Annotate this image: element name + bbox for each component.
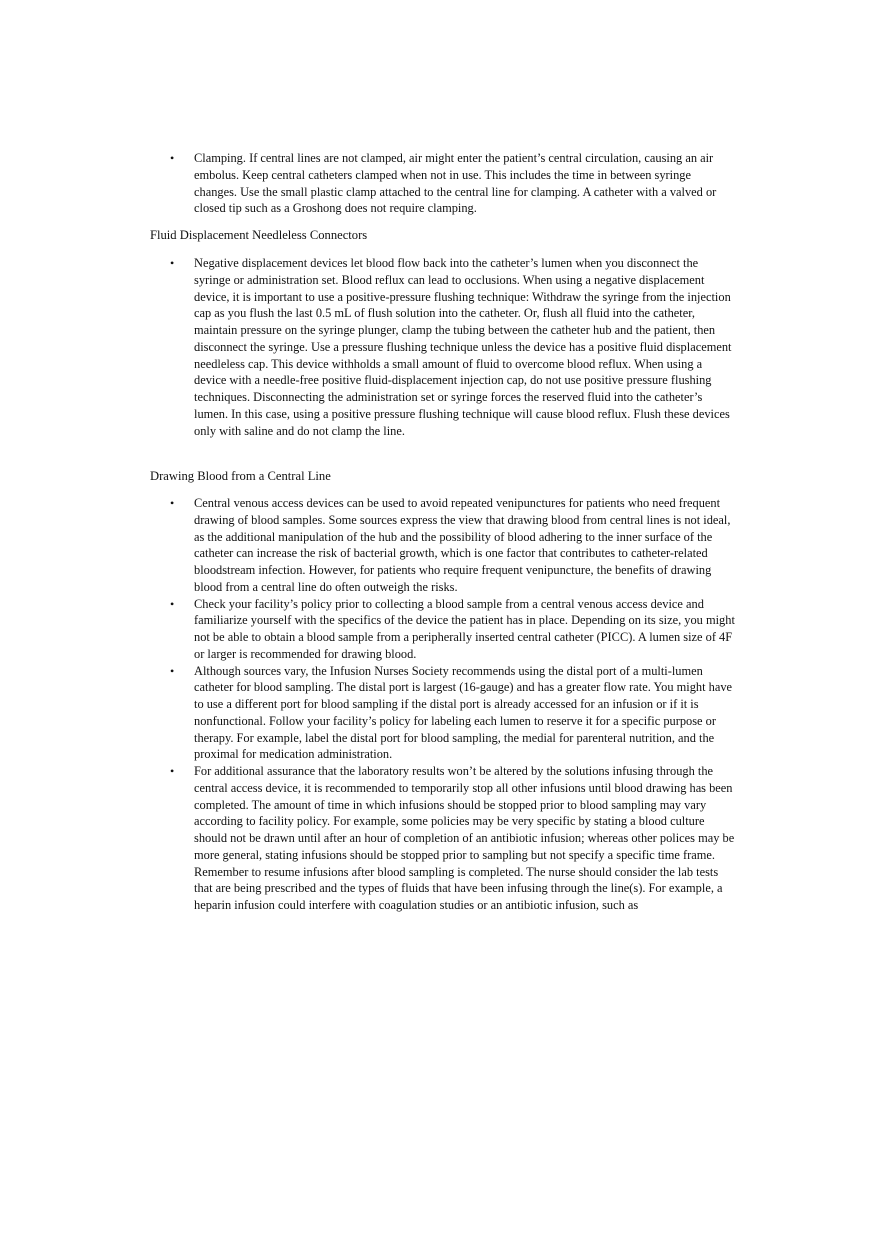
bullet-text: Check your facility’s policy prior to collecting a blood sample from a central venous access device and familiarize yourself with the specifics of the device the patient has in place. Depending on its size, you might not be able to obtain a blood sample from a peripherally inserted central catheter (PICC). A lumen size of 4F or larger is recommended for drawing blood. xyxy=(194,596,735,661)
list-item xyxy=(150,763,735,914)
bullet-icon: • xyxy=(170,596,175,611)
section-heading-fluid-displacement: Fluid Displacement Needleless Connectors xyxy=(150,228,368,242)
list-item xyxy=(150,150,735,217)
bullet-list xyxy=(150,495,735,914)
section-heading-drawing-blood: Drawing Blood from a Central Line xyxy=(150,469,331,483)
bullet-icon: • xyxy=(170,663,175,678)
bullet-text: Central venous access devices can be used to avoid repeated venipunctures for patients who need frequent drawing of blood samples. Some sources express the view that drawing blood from central lines is not ideal, as the additional manipulation of the hub and the possibility of blood adhering to the inner surface of the catheter can increase the risk of bacterial growth, which is one factor that contributes to catheter-related bloodstream infection. However, for patients who require frequent venipuncture, the benefits of drawing blood from a central line do often outweigh the risks. xyxy=(194,496,731,594)
bullet-icon: • xyxy=(170,496,175,510)
section-clamping xyxy=(150,150,735,217)
bullet-icon: • xyxy=(170,256,175,270)
bullet-icon: • xyxy=(170,764,175,778)
bullet-list xyxy=(150,255,735,439)
bullet-text: Although sources vary, the Infusion Nurses Society recommends using the distal port of a multi-lumen catheter for blood sampling. The distal port is largest (16-gauge) and has a greater flow rate. You might have to use a different port for blood sampling if the distal port is already accessed for an infusion or if it is nonfunctional. Follow your facility’s policy for labeling each lumen to reserve it for a specific purpose or therapy. For example, label the distal port for blood sampling, the medial for parenteral nutrition, and the proximal for medication administration. xyxy=(194,663,733,762)
bullet-text: Negative displacement devices let blood flow back into the catheter’s lumen when you disconnect the syringe or administration set. Blood reflux can lead to occlusions. When using a negative displacement device, it is important to use a positive-pressure flushing technique: Withdraw the syringe from the injection cap as you flush the last 0.5 mL of flush solution into the catheter. Or, flush all fluid into the catheter, maintain pressure on the syringe plunger, clamp the tubing between the catheter hub and the patient, then disconnect the syringe. Use a pressure flushing technique unless the device has a positive fluid displacement needleless cap. This device withholds a small amount of fluid to overcome blood reflux. When using a device with a needle-free positive fluid-displacement injection cap, do not use positive pressure flushing techniques. Disconnecting the administration set or syringe forces the reserved fluid into the catheter’s lumen. In this case, using a positive pressure flushing technique will cause blood reflux. Flush these devices only with saline and do not clamp the line. xyxy=(194,256,732,438)
list-item xyxy=(150,663,735,764)
list-item xyxy=(150,596,735,663)
bullet-text: Clamping. If central lines are not clamped, air might enter the patient’s central circulation, causing an air embolus. Keep central catheters clamped when not in use. This includes the time in between syringe changes. Use the small plastic clamp attached to the central line for clamping. A catheter with a valved or closed tip such as a Groshong does not require clamping. xyxy=(194,151,717,216)
bullet-text: For additional assurance that the laboratory results won’t be altered by the solutions infusing through the central access device, it is recommended to temporarily stop all other infusions until blood drawing has been completed. The amount of time in which infusions should be stopped prior to blood sampling may vary according to facility policy. For example, some policies may be very specific by stating a blood culture should not be drawn until after an hour of completion of an antibiotic infusion; whereas other polices may be more general, stating infusions should be stopped prior to sampling but not specify a specific time frame. Remember to resume infusions after blood sampling is completed. The nurse should consider the lab tests that are being prescribed and the types of fluids that have been infusing through the line(s). For example, a heparin infusion could interfere with coagulation studies or an antibiotic infusion, such as xyxy=(194,764,735,912)
bullet-list xyxy=(150,150,735,217)
list-item xyxy=(150,495,735,596)
section-fluid-displacement xyxy=(150,255,735,439)
section-drawing-blood xyxy=(150,495,735,914)
bullet-icon: • xyxy=(170,151,175,165)
list-item xyxy=(150,255,735,439)
